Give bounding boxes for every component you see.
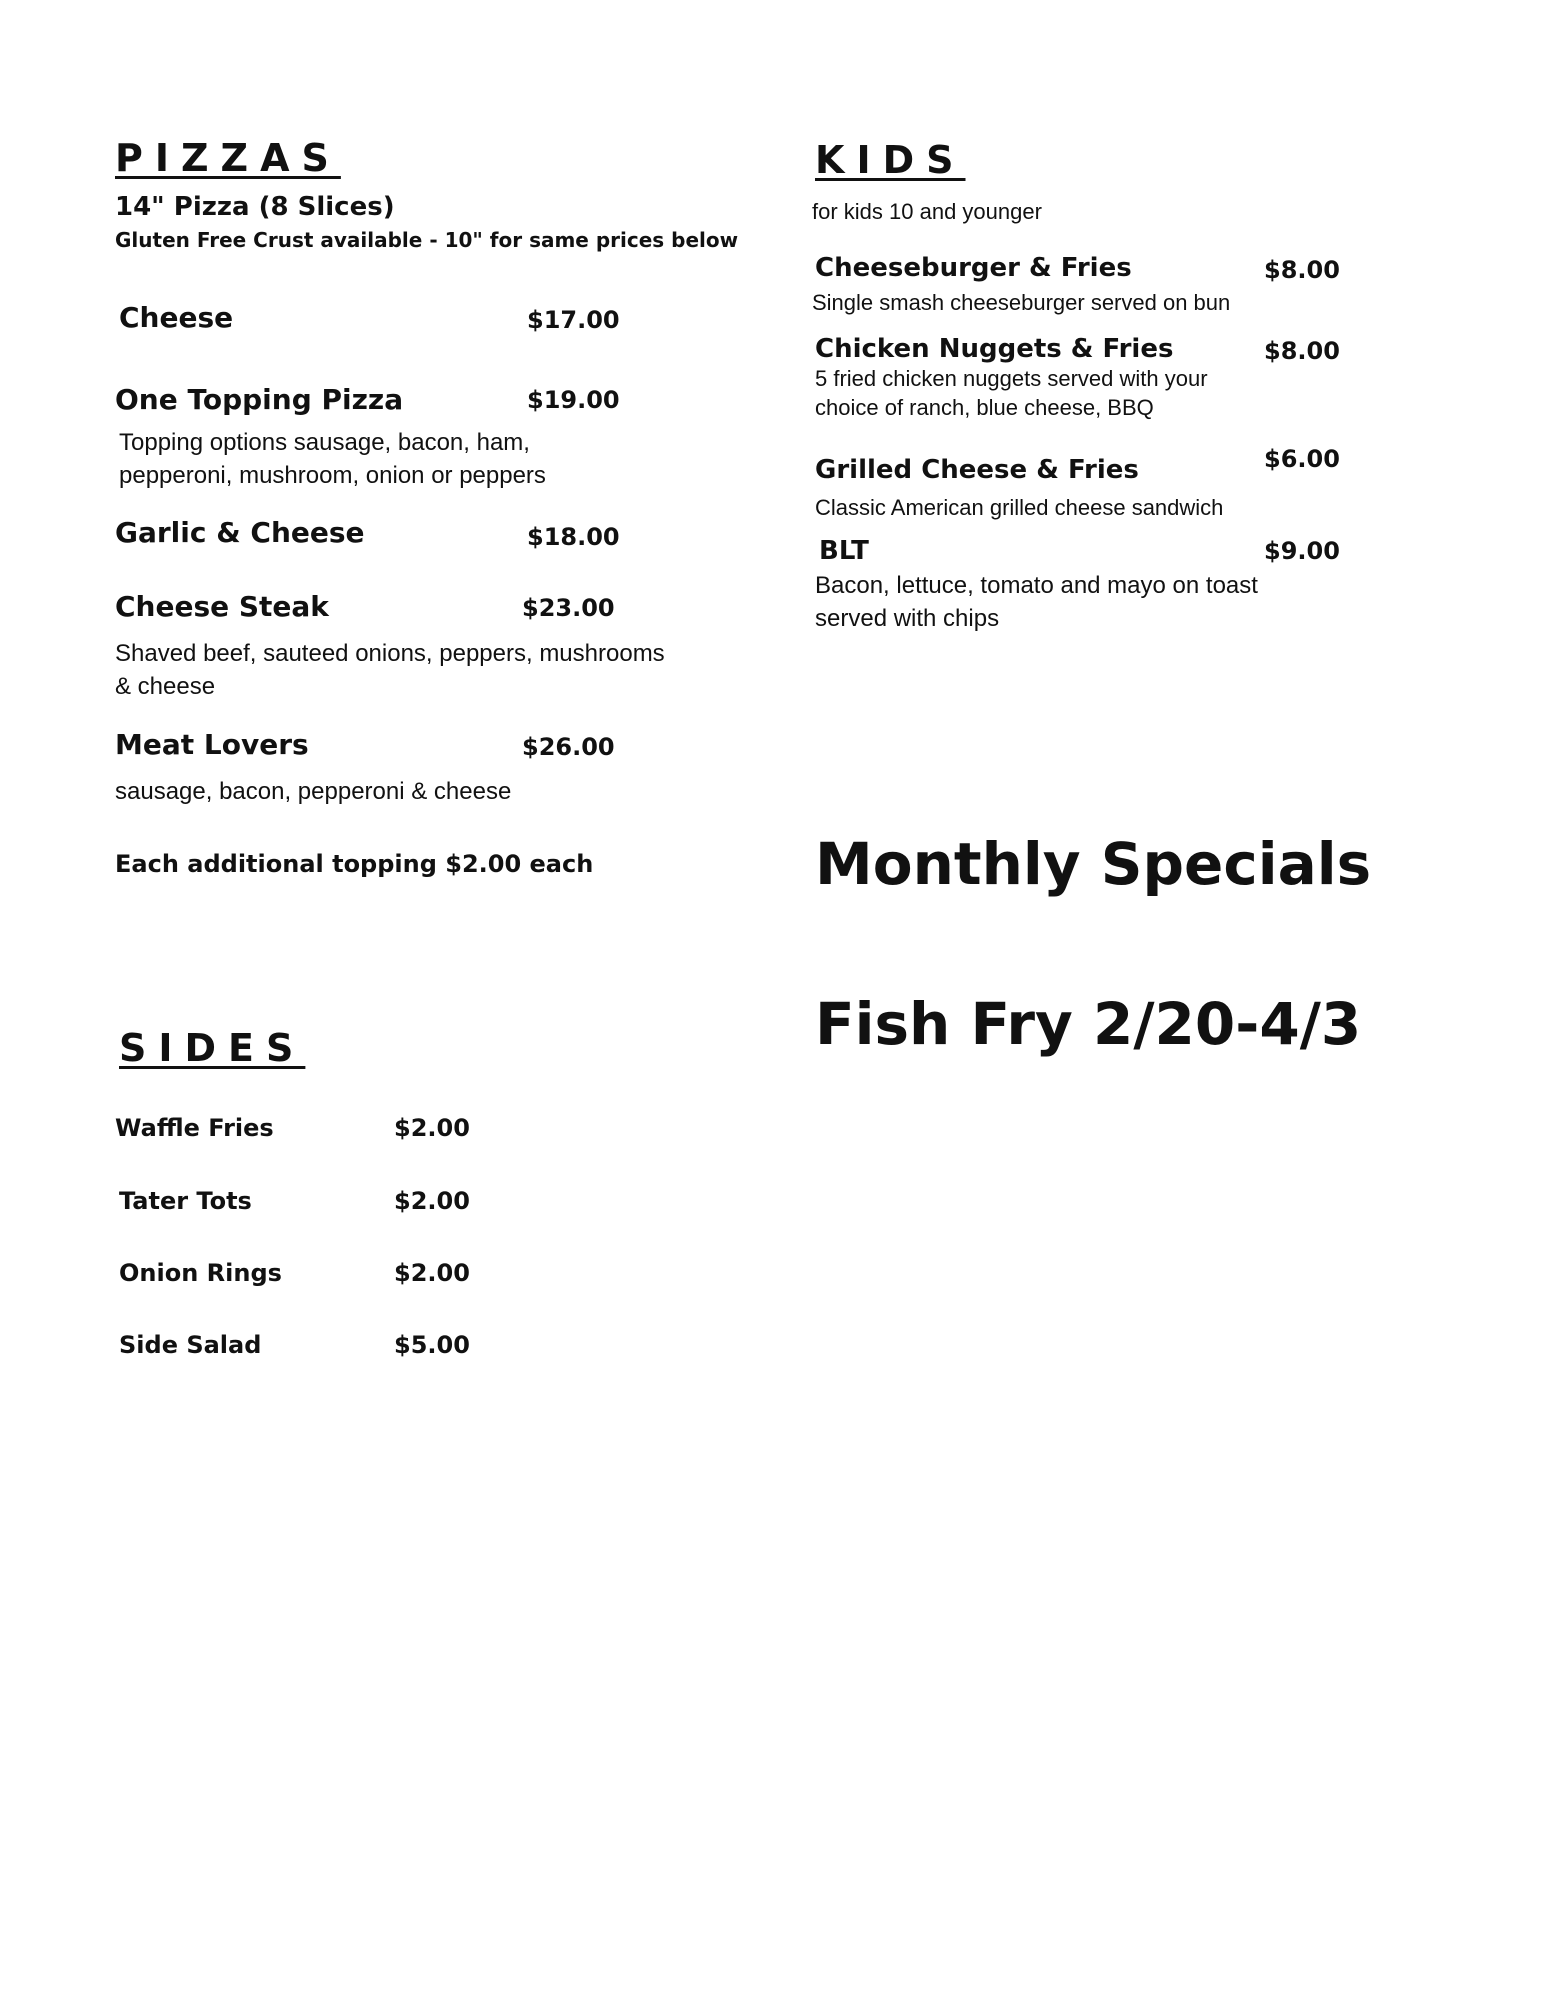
pizza-item-description: Topping options sausage, bacon, ham, pepperoni, mushroom, onion or peppers: [119, 429, 546, 489]
kids-item-name: BLT: [819, 536, 869, 566]
side-item-name: Side Salad: [119, 1331, 262, 1359]
pizza-item-name: One Topping Pizza: [115, 383, 404, 416]
kids-item-description: Bacon, lettuce, tomato and mayo on toast served with chips: [815, 572, 1258, 632]
kids-item-price: $8.00: [1264, 256, 1340, 284]
pizza-item-name: Cheese: [119, 301, 234, 334]
monthly-specials-title: Monthly Specials: [815, 830, 1372, 898]
side-item-price: $2.00: [394, 1187, 470, 1215]
extra-topping-note: Each additional topping $2.00 each: [115, 850, 594, 878]
kids-item-price: $8.00: [1264, 337, 1340, 365]
pizza-item-price: $19.00: [527, 386, 620, 414]
side-item-name: Tater Tots: [119, 1187, 252, 1215]
side-item-price: $2.00: [394, 1259, 470, 1287]
kids-item-price: $9.00: [1264, 537, 1340, 565]
side-item-price: $2.00: [394, 1114, 470, 1142]
pizza-item-price: $17.00: [527, 306, 620, 334]
kids-item-description: Single smash cheeseburger served on bun: [812, 290, 1231, 315]
gluten-free-note: Gluten Free Crust available - 10" for same prices below: [115, 228, 739, 252]
pizza-item-description: sausage, bacon, pepperoni & cheese: [115, 778, 512, 805]
pizza-item-description: Shaved beef, sauteed onions, peppers, mushrooms & cheese: [115, 640, 665, 700]
side-item-name: Waffle Fries: [115, 1114, 274, 1142]
side-item-price: $5.00: [394, 1331, 470, 1359]
kids-subtitle: for kids 10 and younger: [812, 199, 1042, 224]
kids-item-price: $6.00: [1264, 445, 1340, 473]
pizzas-heading: PIZZAS: [115, 136, 341, 180]
sides-heading: SIDES: [119, 1026, 306, 1070]
kids-heading: KIDS: [815, 138, 966, 182]
pizza-item-price: $18.00: [527, 523, 620, 551]
kids-item-name: Grilled Cheese & Fries: [815, 455, 1139, 485]
pizza-item-price: $23.00: [522, 594, 615, 622]
side-item-name: Onion Rings: [119, 1259, 282, 1287]
kids-item-description: 5 fried chicken nuggets served with your choice of ranch, blue cheese, BBQ: [815, 366, 1208, 420]
pizza-item-name: Cheese Steak: [115, 590, 329, 623]
pizza-item-price: $26.00: [522, 733, 615, 761]
pizza-item-name: Meat Lovers: [115, 728, 309, 761]
pizza-size-line: 14" Pizza (8 Slices): [115, 192, 395, 222]
kids-item-description: Classic American grilled cheese sandwich: [815, 495, 1224, 520]
kids-item-name: Cheeseburger & Fries: [815, 253, 1132, 283]
pizza-item-name: Garlic & Cheese: [115, 516, 365, 549]
kids-item-name: Chicken Nuggets & Fries: [815, 334, 1174, 364]
fish-fry-special: Fish Fry 2/20-4/3: [815, 990, 1362, 1058]
